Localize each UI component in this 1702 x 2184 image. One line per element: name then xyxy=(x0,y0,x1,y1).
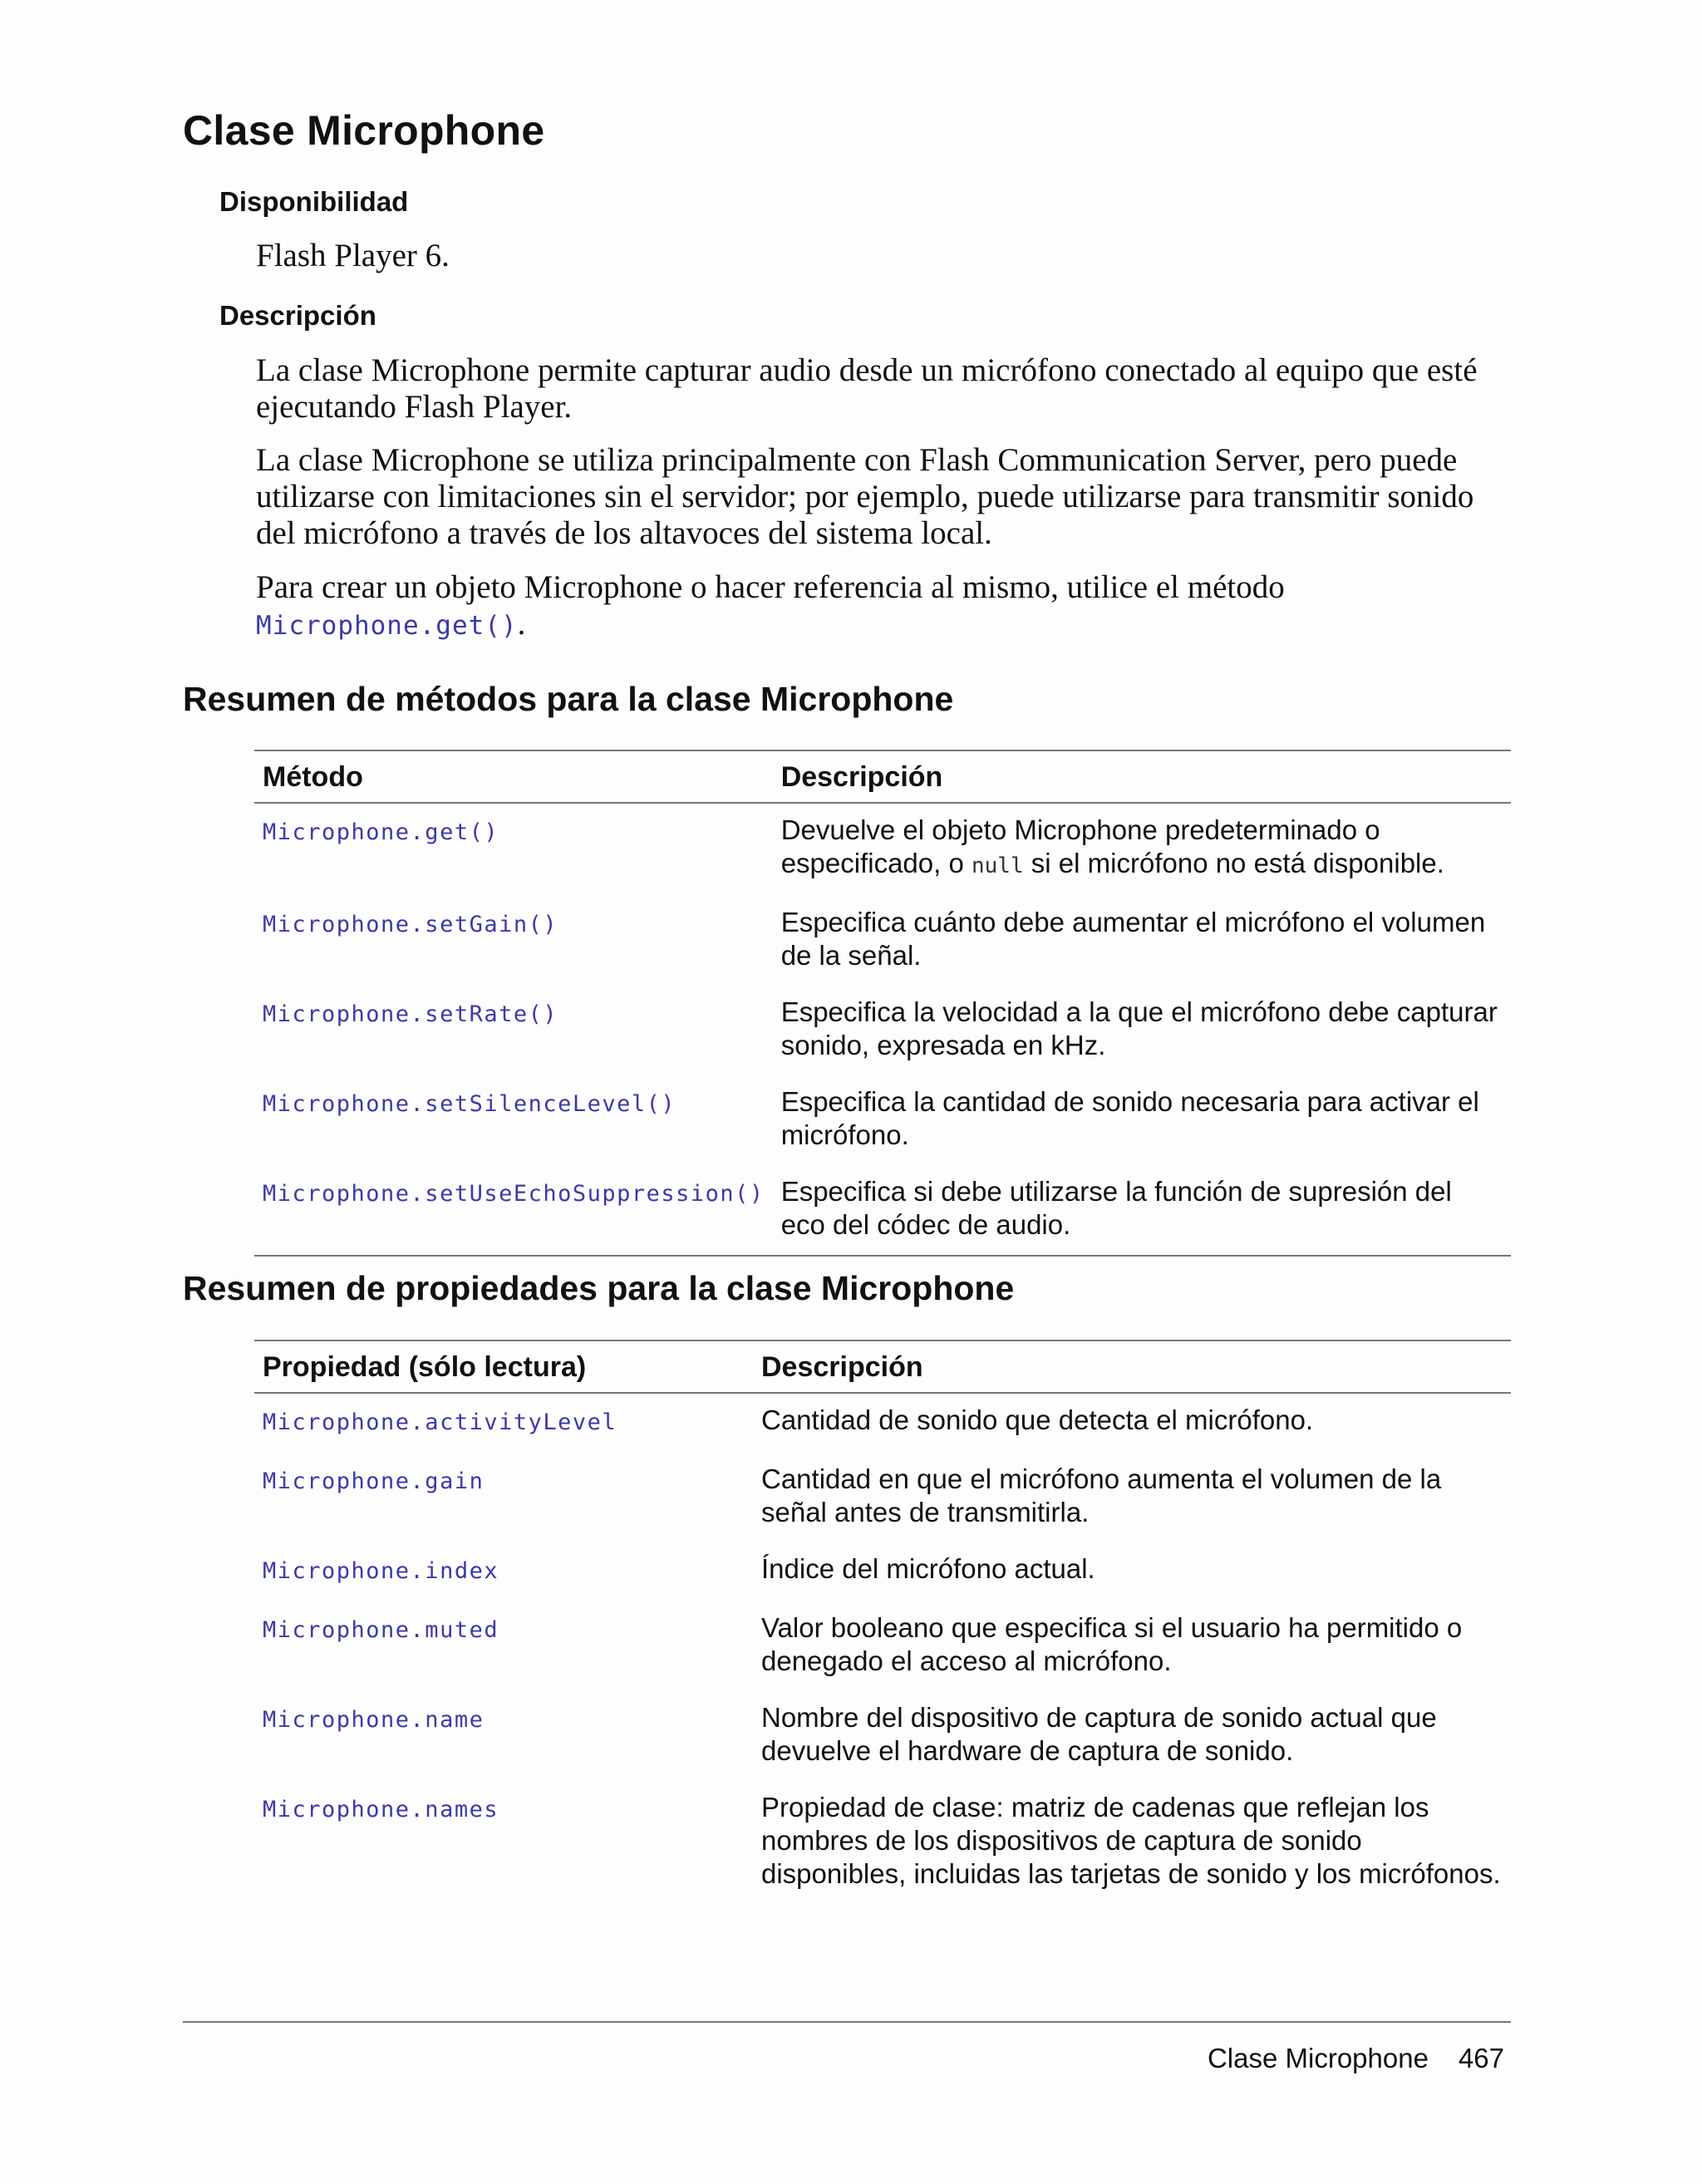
property-link[interactable]: Microphone.muted xyxy=(263,1617,499,1643)
property-description: Nombre del dispositivo de captura de sonido actual que devuelve el hardware de captura de sonido. xyxy=(761,1702,1437,1766)
method-link[interactable]: Microphone.setGain() xyxy=(263,912,558,937)
method-description: Especifica la velocidad a la que el micrófono debe capturar sonido, expresada en kHz. xyxy=(780,996,1498,1060)
methods-col-method: Método xyxy=(263,761,363,793)
property-description: Cantidad de sonido que detecta el micrófono. xyxy=(761,1404,1314,1435)
method-description: Especifica si debe utilizarse la función de supresión del eco del códec de audio. xyxy=(780,1176,1452,1240)
method-description-text: Devuelve el objeto Microphone predeterminado o especificado, o xyxy=(780,814,1380,878)
page-footer xyxy=(1208,2043,1504,2074)
method-link[interactable]: Microphone.setUseEchoSuppression() xyxy=(263,1181,765,1207)
properties-heading: Resumen de propiedades para la clase Microphone xyxy=(183,1269,1015,1307)
method-link[interactable]: Microphone.get() xyxy=(263,819,499,845)
property-link[interactable]: Microphone.names xyxy=(263,1797,499,1822)
properties-table-header xyxy=(254,1340,1511,1393)
description-paragraph-3-text: Para crear un objeto Microphone o hacer referencia al mismo, utilice el método xyxy=(256,569,1285,605)
property-description: Valor booleano que especifica si el usuario ha permitido o denegado el acceso al micrófono. xyxy=(761,1612,1463,1676)
table-row xyxy=(254,1601,1511,1691)
property-description: Propiedad de clase: matriz de cadenas que reflejan los nombres de los dispositivos de captura de sonido disponibles, incluidas las tarjetas de sonido y los micrófonos. xyxy=(761,1792,1501,1889)
properties-table xyxy=(254,1340,1511,1904)
description-paragraph-3-end: . xyxy=(517,606,526,642)
table-row xyxy=(254,1691,1511,1781)
table-row xyxy=(254,1075,1511,1165)
properties-col-property: Propiedad (sólo lectura) xyxy=(263,1351,587,1383)
table-row xyxy=(254,1453,1511,1542)
availability-heading: Disponibilidad xyxy=(219,186,409,217)
methods-table-header xyxy=(254,750,1511,803)
table-row xyxy=(254,803,1511,896)
property-description: Cantidad en que el micrófono aumenta el volumen de la señal antes de transmitirla. xyxy=(761,1463,1442,1527)
page-number: 467 xyxy=(1458,2043,1504,2073)
property-description: Índice del micrófono actual. xyxy=(761,1553,1095,1584)
footer-section-title: Clase Microphone xyxy=(1207,2043,1429,2073)
property-link[interactable]: Microphone.index xyxy=(263,1558,499,1584)
property-link[interactable]: Microphone.gain xyxy=(263,1468,485,1494)
method-link[interactable]: Microphone.setRate() xyxy=(263,1001,558,1027)
methods-col-description: Descripción xyxy=(780,761,943,793)
availability-text: Flash Player 6. xyxy=(256,238,450,273)
table-row xyxy=(254,986,1511,1075)
microphone-get-link[interactable]: Microphone.get() xyxy=(256,611,518,641)
description-heading: Descripción xyxy=(219,300,376,331)
property-link[interactable]: Microphone.activityLevel xyxy=(263,1409,617,1435)
description-paragraph-1: La clase Microphone permite capturar audio desde un micrófono conectado al equipo que esté ejecutando Flash Player. xyxy=(256,352,1478,425)
method-description-text-end: si el micrófono no está disponible. xyxy=(1031,848,1444,878)
table-row xyxy=(254,1542,1511,1601)
method-description: Especifica la cantidad de sonido necesaria para activar el micrófono. xyxy=(780,1086,1479,1150)
methods-table xyxy=(254,750,1511,1257)
method-description xyxy=(773,803,1511,896)
table-row xyxy=(254,1165,1511,1256)
methods-heading: Resumen de métodos para la clase Microphone xyxy=(183,680,954,718)
method-link[interactable]: Microphone.setSilenceLevel() xyxy=(263,1091,676,1117)
description-paragraph-3 xyxy=(256,569,1511,644)
table-row xyxy=(254,1393,1511,1453)
page-title: Clase Microphone xyxy=(183,107,545,154)
description-paragraph-2: La clase Microphone se utiliza principalmente con Flash Communication Server, pero puede utilizarse con limitaciones sin el servidor; por ejemplo, puede utilizarse para transmitir sonido del micrófono a través de los altavoces del sistema local. xyxy=(256,442,1474,551)
table-row xyxy=(254,1781,1511,1904)
property-link[interactable]: Microphone.name xyxy=(263,1707,485,1733)
null-code: null xyxy=(972,853,1024,878)
footer-divider xyxy=(183,2021,1511,2023)
table-row xyxy=(254,896,1511,986)
method-description: Especifica cuánto debe aumentar el micrófono el volumen de la señal. xyxy=(780,907,1486,971)
properties-col-description: Descripción xyxy=(761,1351,923,1383)
